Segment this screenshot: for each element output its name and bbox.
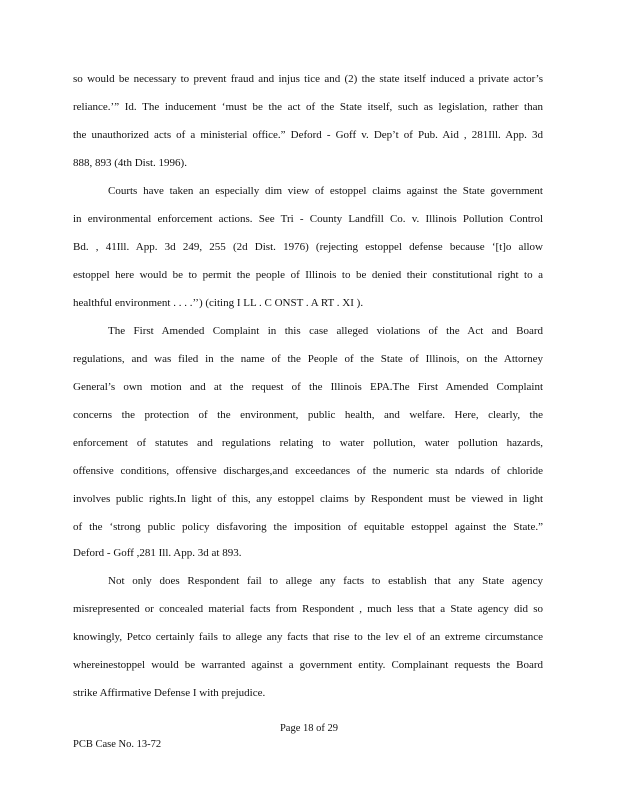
text-line: strike Affirmative Defense I with prejudice. — [73, 687, 266, 699]
text-line: Courts have taken an especially dim view of estoppel claims against the State government — [108, 185, 543, 197]
text-line: estoppel here would be to permit the people of Illinois to be denied their constitutional right to a — [73, 269, 543, 281]
text-line: offensive conditions, offensive discharges,and exceedances of the numeric sta ndards of chloride — [73, 465, 543, 477]
text-line: whereinestoppel would be warranted against a government entity. Complainant requests the Board — [73, 659, 543, 671]
text-line: knowingly, Petco certainly fails to allege any facts that rise to the lev el of an extreme circumstance — [73, 631, 543, 643]
text-line: so would be necessary to prevent fraud and injus tice and (2) the state itself induced a private actor’s — [73, 73, 543, 85]
text-line: regulations, and was filed in the name of the People of the State of Illinois, on the Attorney — [73, 353, 543, 365]
text-line: concerns the protection of the environment, public health, and welfare. Here, clearly, the — [73, 409, 543, 421]
text-line: involves public rights.In light of this, any estoppel claims by Respondent must be viewed in light — [73, 493, 543, 505]
text-line: General’s own motion and at the request of the Illinois EPA.The First Amended Complaint — [73, 381, 543, 393]
case-number: PCB Case No. 13-72 — [73, 739, 162, 750]
text-line: of the ‘strong public policy disfavoring the imposition of equitable estoppel against the State.” — [73, 521, 543, 533]
text-line: healthful environment . . . .’’) (citing I LL . C ONST . A RT . XI ). — [73, 297, 364, 309]
text-line: Not only does Respondent fail to allege any facts to establish that any State agency — [108, 575, 543, 587]
text-line: enforcement of statutes and regulations relating to water pollution, water pollution hazards, — [73, 437, 543, 449]
text-line: reliance.’” Id. The inducement ‘must be the act of the State itself, such as legislation, rather than — [73, 101, 543, 113]
text-line: 888, 893 (4th Dist. 1996). — [73, 157, 187, 169]
text-line: in environmental enforcement actions. See Tri - County Landfill Co. v. Illinois Pollution Control — [73, 213, 543, 225]
text-line: Deford - Goff ,281 Ill. App. 3d at 893. — [73, 547, 242, 559]
text-line: misrepresented or concealed material facts from Respondent , much less that a State agency did so — [73, 603, 543, 615]
page-number: Page 18 of 29 — [279, 723, 339, 734]
text-line: Bd. , 41Ill. App. 3d 249, 255 (2d Dist. 1976) (rejecting estoppel defense because ‘[t]o allow — [73, 241, 543, 253]
text-line: The First Amended Complaint in this case alleged violations of the Act and Board — [108, 325, 543, 337]
text-line: the unauthorized acts of a ministerial office.” Deford - Goff v. Dep’t of Pub. Aid , 281Ill. App. 3d — [73, 129, 543, 141]
